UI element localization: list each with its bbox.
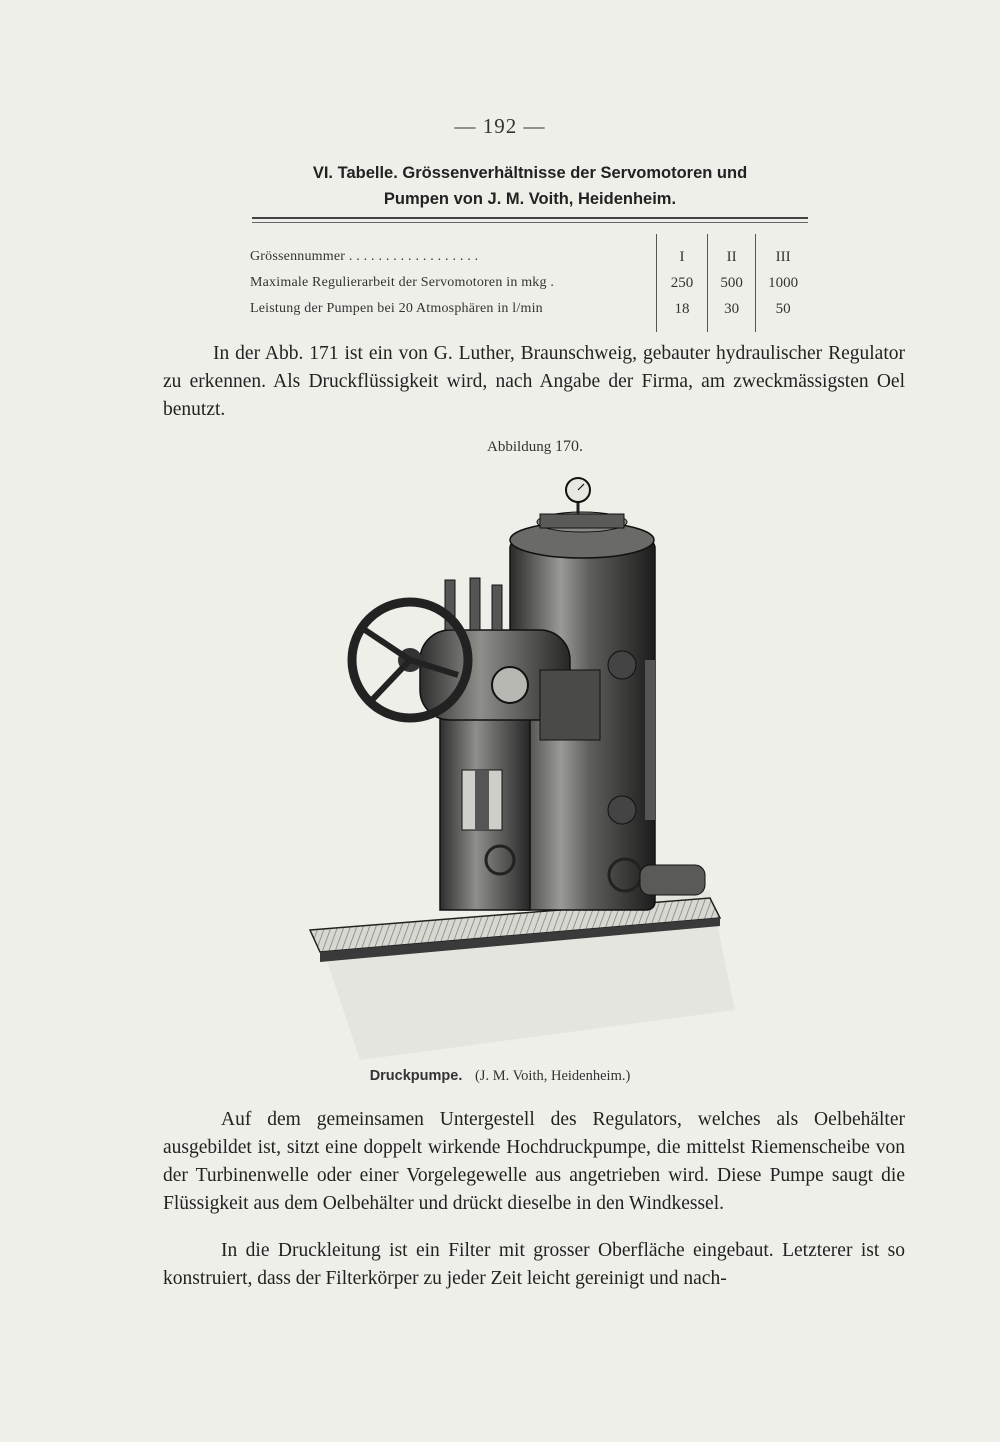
table-cell: II xyxy=(707,244,756,270)
table-title xyxy=(230,160,830,212)
table-cell: 500 xyxy=(707,270,756,296)
table-cell: 250 xyxy=(657,270,708,296)
caption-source: (J. M. Voith, Heidenheim.) xyxy=(474,1068,631,1084)
size-table xyxy=(250,234,810,332)
paragraph-intro: In der Abb. 171 ist ein von G. Luther, Braunschweig, gebauter hydraulischer Regulator zu erkennen. Als Druckflüssigkeit wird, nach Angabe der Firma, am zweckmässigsten Oel benutzt. xyxy=(163,343,905,420)
table-title-line-1: VI. Tabelle. Grössenverhältnisse der Servomotoren und xyxy=(312,164,748,182)
pump-illustration xyxy=(280,470,740,1070)
table-cell: 18 xyxy=(657,296,708,322)
table-cell: 30 xyxy=(707,296,756,322)
table-title-line-2: Pumpen von J. M. Voith, Heidenheim. xyxy=(383,190,677,208)
figure-number: 170. xyxy=(554,438,583,455)
figure-label xyxy=(0,438,1000,456)
paragraph-filter: In die Druckleitung ist ein Filter mit grosser Oberfläche eingebaut. Letzterer ist so konstruiert, dass der Filterkörper zu jeder Zeit leicht gereinigt und nach- xyxy=(163,1240,905,1289)
page-number: — 192 — xyxy=(454,114,546,138)
table-spacer xyxy=(250,234,810,244)
table-rule-thick xyxy=(252,217,808,219)
table-row xyxy=(250,296,810,322)
paragraph-pump: Auf dem gemeinsamen Untergestell des Regulators, welches als Oelbehälter ausgebildet ist, sitzt eine doppelt wirkende Hochdruckpumpe, die mittelst Riemenscheibe von der Turbinenwelle oder einer Vorgelegewelle aus angetrieben wird. Diese Pumpe saugt die Flüssigkeit aus dem Oelbehälter und drückt dieselbe in den Windkessel. xyxy=(163,1109,905,1214)
caption-title: Druckpumpe. xyxy=(369,1068,463,1084)
table-row xyxy=(250,244,810,270)
table-cell: III xyxy=(756,244,810,270)
table-cell: 50 xyxy=(756,296,810,322)
row-label: Grössennummer . . . . . . . . . . . . . . . . . . xyxy=(250,249,479,264)
table-cell: I xyxy=(657,244,708,270)
table-cell: 1000 xyxy=(756,270,810,296)
row-label: Leistung der Pumpen bei 20 Atmosphären in l/min xyxy=(250,301,543,316)
table-spacer xyxy=(250,322,810,332)
figure-label-text: Abbildung xyxy=(487,439,552,455)
figure-caption xyxy=(0,1068,1000,1085)
table-row xyxy=(250,270,810,296)
row-label: Maximale Regulierarbeit der Servomotoren in mkg . xyxy=(250,275,555,290)
table-rule-thin xyxy=(252,222,808,223)
